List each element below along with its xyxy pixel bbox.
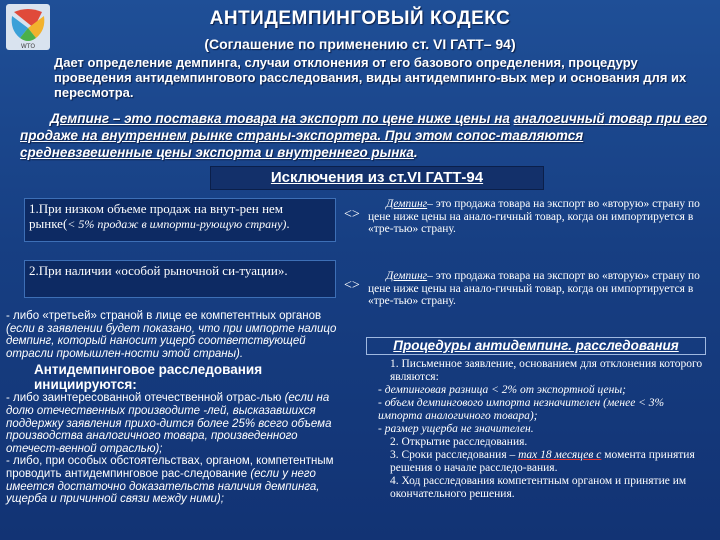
third-country-paragraph: - либо «третьей» страной в лице ее компетентных органов (если в заявлении будет показано, что при импорте налицо демпинг, который наносит ущерб соответствующей отрасли промышлен-ности этой страны). xyxy=(6,310,337,360)
procedure-item-4: 4. Ход расследования компетентным органом и принятие им окончательного решения. xyxy=(390,475,687,500)
initiation-header: Антидемпинговое расследования инициируются: xyxy=(34,362,263,393)
not-equal-sign-2: <> xyxy=(344,278,360,293)
exception-1-box xyxy=(24,198,336,242)
exception-2-def-head: Демпинг xyxy=(386,270,428,282)
initiation-column xyxy=(6,310,351,506)
exception-1-definition xyxy=(368,198,708,236)
procedure-item-1: 1. Письменное заявление, основанием для отклонения которого являются: xyxy=(390,358,703,383)
dumping-rest: товар при его продаже на внутреннем рынке страны-экспортера. При этом сопос-тавляются средневзвешенные цены экспорта и внутреннего рынка xyxy=(20,111,708,160)
exceptions-title: Исключения из ст.VI ГАТТ-94 xyxy=(210,166,544,190)
procedure-sub-1: - демпинговая разница < 2% от экспортной цены; xyxy=(378,384,626,396)
dumping-underlined: аналогичный xyxy=(513,111,605,126)
intro-text: Дает определение демпинга, случаи отклонения от его базового определения, процедуру проведения антидемпингового расследования, виды антидемпинго-вых мер и основания для их пересмотра. xyxy=(54,55,687,100)
exception-2-box xyxy=(24,260,336,298)
svg-text:WTO: WTO xyxy=(20,43,36,50)
dumping-definition xyxy=(20,110,710,161)
dumping-end: . xyxy=(413,145,418,160)
procedure-sub-2: - объем демпингового импорта незначителен (менее < 3% импорта аналогичного товара); xyxy=(378,397,665,422)
procedures-title: Процедуры антидемпинг. расследования xyxy=(366,337,706,355)
exception-1-def-text: – это продажа товара на экспорт во «вторую» страну по цене ниже цены на анало-гичный товар, когда он импортируется в «тре-тью» страну. xyxy=(368,198,700,235)
procedure-item-3: 3. Сроки расследования – max 18 месяцев с момента принятия решения о начале расследо-вания. xyxy=(390,449,695,474)
page-subtitle: (Соглашение по применению ст. VI ГАТТ– 94) xyxy=(204,36,516,52)
not-equal-sign-1: <> xyxy=(344,207,360,222)
exception-2-definition xyxy=(368,270,708,308)
dumping-lead: Демпинг – это поставка товара на экспорт по цене ниже цены на xyxy=(50,111,510,126)
procedures-list xyxy=(368,358,708,501)
industry-paragraph: - либо заинтересованной отечественной отрас-лью (если на долю отечественных производите -лей, высказавшихся поддержку заявления прихо-дится более 25% всего объема производства аналогичного товара, произведенного отечест-венной отраслью); xyxy=(6,392,332,455)
procedure-item-2: 2. Открытие расследования. xyxy=(390,436,528,448)
page-title: АНТИДЕМПИНГОВЫЙ КОДЕКС xyxy=(209,8,511,29)
exception-1-small: < 5% продаж в импорти-рующую страну) xyxy=(67,217,287,231)
exception-1-def-head: Демпинг xyxy=(386,198,428,210)
exception-1-end: . xyxy=(286,216,290,231)
exception-1-main: 1.При низком объеме продаж на внут-рен нем рынке( xyxy=(29,201,284,231)
exception-2-main: 2.При наличии «особой рыночной си-туации». xyxy=(29,263,288,278)
procedure-sub-3: - размер ущерба не значителен. xyxy=(378,423,534,435)
exception-2-def-text: – это продажа товара на экспорт во «вторую» страну по цене ниже цены на анало-гичный товар, когда он импортируется в «тре-тью» страну. xyxy=(368,270,700,307)
authority-paragraph: - либо, при особых обстоятельствах, органом, компетентным проводить антидемпинговое рас-следование (если у него имеется достаточно доказательств наличия демпинга, ущерба и причинной связи между ними); xyxy=(6,455,334,506)
